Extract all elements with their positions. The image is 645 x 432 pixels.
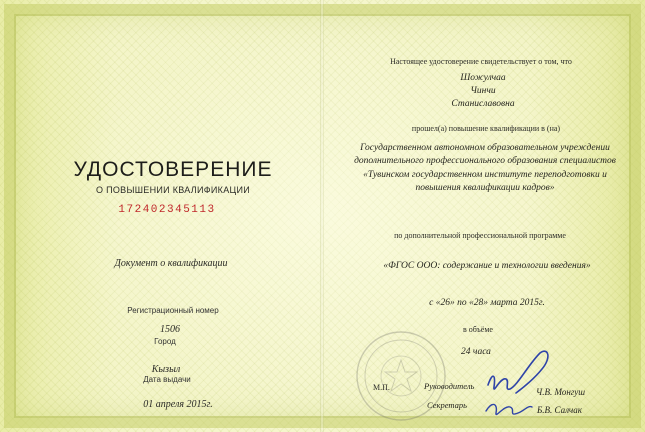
- page-fold: [320, 0, 324, 432]
- certificate-number: 172402345113: [118, 204, 216, 216]
- passed-text: прошел(а) повышение квалификации в (на): [411, 124, 561, 133]
- stamp-label: М.П.: [373, 383, 390, 392]
- head-label: Руководитель: [424, 381, 475, 391]
- secretary-name: Б.В. Салчак: [537, 405, 582, 415]
- registration-number: 1506: [160, 324, 180, 335]
- volume-value: 24 часа: [461, 347, 491, 357]
- registration-label: Регистрационный номер: [127, 306, 219, 315]
- document-type: Документ о квалификации: [114, 258, 228, 269]
- program-label: по дополнительной профессиональной программе: [394, 231, 566, 240]
- city-value: Кызыл: [151, 364, 181, 375]
- certificate-subtitle: О ПОВЫШЕНИИ КВАЛИФИКАЦИИ: [95, 185, 251, 195]
- org-line-3: «Тувинском государственном институте переподготовки и: [363, 170, 607, 180]
- secretary-label: Секретарь: [427, 400, 467, 410]
- issue-date: 01 апреля 2015г.: [143, 399, 213, 410]
- signature-icon: [478, 343, 558, 423]
- program-name: «ФГОС ООО: содержание и технологии введения»: [383, 261, 591, 271]
- intro-text: Настоящее удостоверение свидетельствует о том, что: [390, 57, 572, 66]
- org-line-1: Государственном автономном образовательном учреждении: [360, 143, 610, 153]
- head-name: Ч.В. Монгуш: [536, 387, 586, 397]
- certificate-title: УДОСТОВЕРЕНИЕ: [73, 158, 273, 181]
- name-line-2: Чинчи: [470, 86, 496, 96]
- course-dates: с «26» по «28» марта 2015г.: [429, 298, 545, 308]
- org-line-4: повышения квалификации кадров»: [415, 183, 555, 193]
- issue-date-label: Дата выдачи: [143, 375, 191, 384]
- city-label: Город: [154, 337, 176, 346]
- name-line-3: Станиславовна: [451, 99, 515, 109]
- org-line-2: дополнительного профессионального образования специалистов: [354, 156, 616, 166]
- name-line-1: Шожулчаа: [460, 73, 506, 83]
- volume-label: в объёме: [463, 325, 493, 334]
